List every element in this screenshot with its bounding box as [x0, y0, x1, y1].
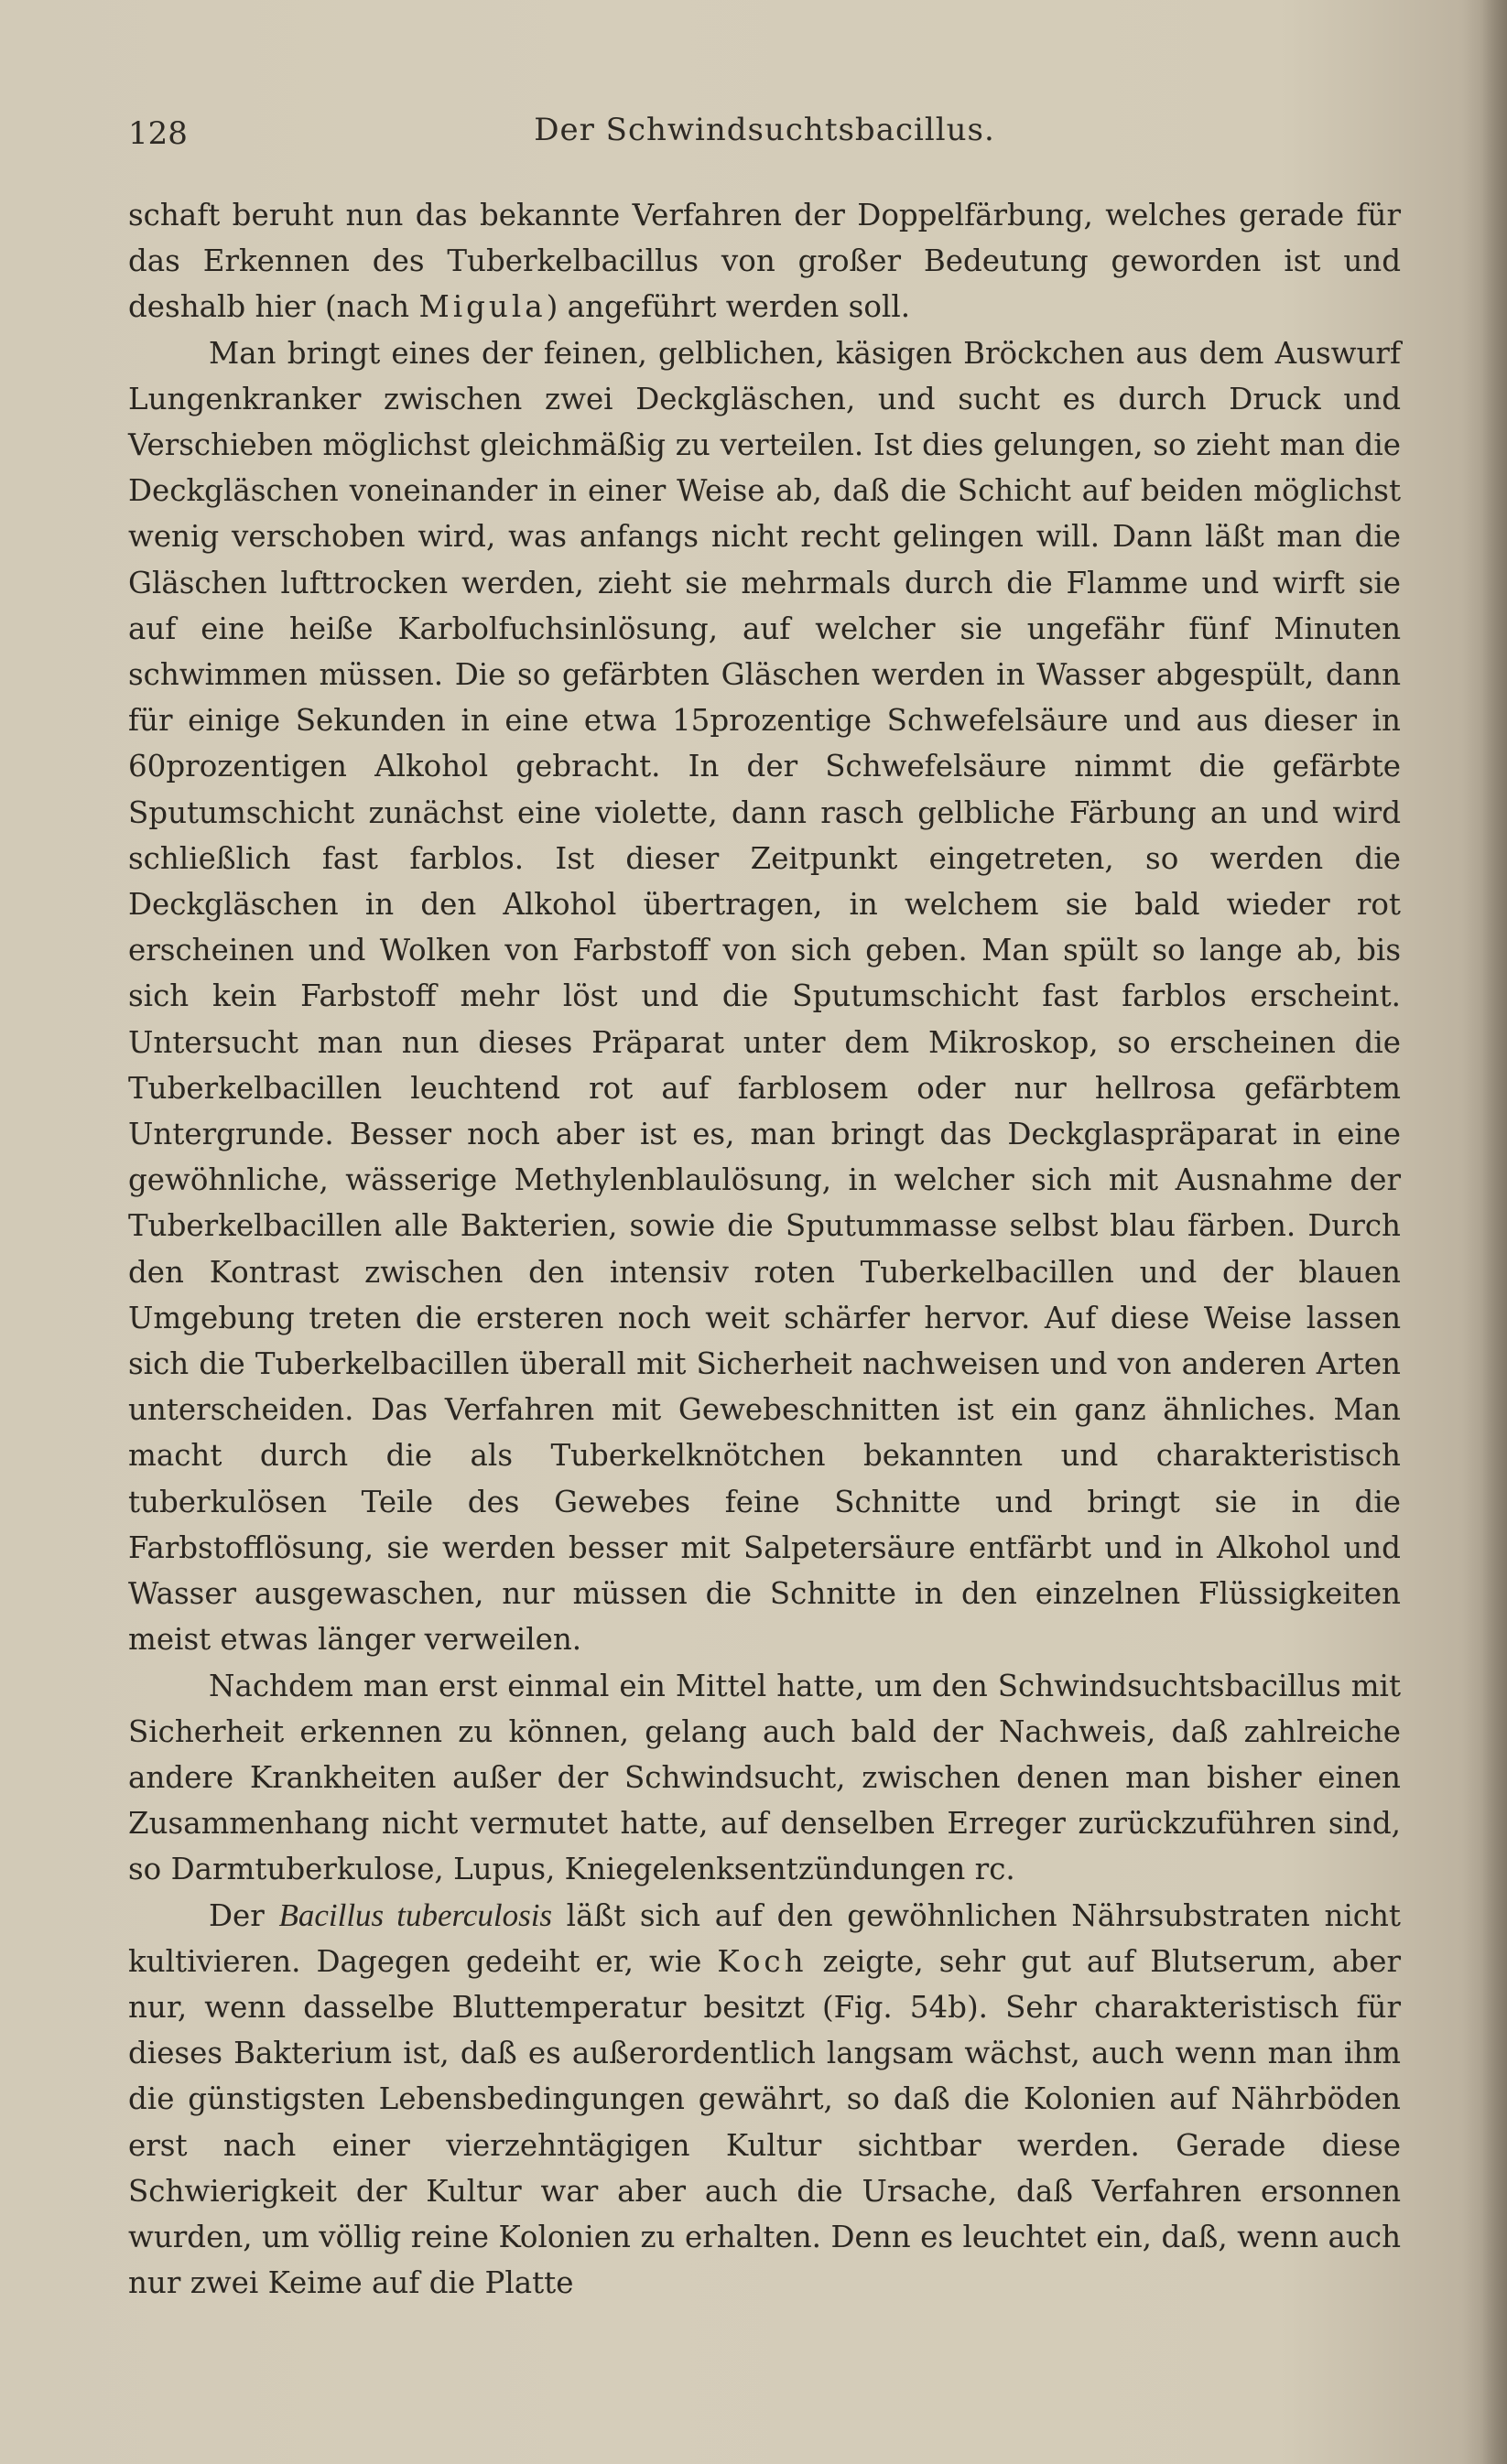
- text-segment: ) angeführt werden soll.: [546, 289, 911, 325]
- running-title: Der Schwindsuchtsbacillus.: [534, 112, 995, 148]
- text-segment: Der: [209, 1897, 279, 1933]
- text-segment: Man bringt eines der feinen, gelblichen, käsigen Bröckchen aus dem Auswurf Lungenkranker zwischen zwei Deckgläschen, und sucht es durch Druck und Verschieben möglichst gleichmäßig zu verteilen. Ist dies gelungen, so zieht man die Deckgläschen voneinander in einer Weise ab, daß die Schicht auf beiden möglichst wenig verschoben wird, was anfangs nicht recht gelingen will. Dann läßt man die Gläschen lufttrocken werden, zieht sie mehrmals durch die Flamme und wirft sie auf eine heiße Karbolfuchsinlösung, auf welcher sie ungefähr fünf Minuten schwimmen müssen. Die so gefärbten Gläschen werden in Wasser abgespült, dann für einige Sekunden in eine etwa 15prozentige Schwefelsäure und aus dieser in 60prozentigen Alkohol gebracht. In der Schwefelsäure nimmt die gefärbte Sputumschicht zunächst eine violette, dann rasch gelbliche Färbung an und wird schließlich fast farblos. Ist dieser Zeitpunkt eingetreten, so werden die Deckgläschen in den Alkohol übertragen, in welchem sie bald wieder rot erscheinen und Wolken von Farbstoff von sich geben. Man spült so lange ab, bis sich kein Farbstoff mehr löst und die Sputumschicht fast farblos erscheint. Untersucht man nun dieses Präparat unter dem Mikroskop, so erscheinen die Tuberkelbacillen leuchtend rot auf farblosem oder nur hellrosa gefärbtem Untergrunde. Besser noch aber ist es, man bringt das Deckglaspräparat in eine gewöhnliche, wässerige Methylenblaulösung, in welcher sich mit Ausnahme der Tuberkelbacillen alle Bakterien, sowie die Sputummasse selbst blau färben. Durch den Kontrast zwischen den intensiv roten Tuberkelbacillen und der blauen Umgebung treten die ersteren noch weit schärfer hervor. Auf diese Weise lassen sich die Tuberkelbacillen überall mit Sicherheit nachweisen und von anderen Arten unterscheiden. Das Verfahren mit Gewebeschnitten ist ein ganz ähnliches. Man macht durch die als Tuberkelknötchen bekannten und charakteristisch tuberkulösen Teile des Gewebes feine Schnitte und bringt sie in die Farbstofflösung, sie werden besser mit Salpetersäure entfärbt und in Alkohol und Wasser ausgewaschen, nur müssen die Schnitte in den einzelnen Flüssigkeiten meist etwas länger verweilen.: [128, 335, 1401, 1658]
- text-segment: läßt sich auf den gewöhnlichen Nährsubstraten nicht kultivieren. Dagegen gedeiht er, wie: [128, 1897, 1401, 1979]
- paragraph-staining-method: [128, 330, 1401, 1663]
- page-header: [128, 108, 1401, 163]
- page-number: 128: [128, 115, 188, 152]
- text-segment: zeigte, sehr gut auf Blutserum, aber nur, wenn dasselbe Bluttemperatur besitzt (Fig. 54b). Sehr charakteristisch für dieses Bakterium ist, daß es außerordentlich langsam wächst, auch wenn man ihm die günstigsten Lebensbedingungen gewährt, so daß die Kolonien auf Nährböden erst nach einer vierzehntägigen Kultur sichtbar werden. Gerade diese Schwierigkeit der Kultur war aber auch die Ursache, daß Verfahren ersonnen wurden, um völlig reine Kolonien zu erhalten. Denn es leuchtet ein, daß, wenn auch nur zwei Keime auf die Platte: [128, 1943, 1401, 2301]
- paragraph-continuation: [128, 192, 1401, 330]
- body-text: [128, 192, 1401, 2306]
- author-name-migula: Migula: [418, 289, 547, 325]
- page-edge-shadow: [1481, 0, 1507, 2464]
- paragraph-cultivation: [128, 1893, 1401, 2307]
- latin-species-name: Bacillus tuberculosis: [278, 1897, 553, 1933]
- paragraph-related-diseases: [128, 1663, 1401, 1893]
- text-segment: schaft beruht nun das bekannte Verfahren der Doppelfärbung, welches gerade für das Erkennen des Tuberkelbacillus von großer Bedeutung geworden ist und deshalb hier (nach: [128, 198, 1401, 325]
- text-segment: Nachdem man erst einmal ein Mittel hatte, um den Schwindsuchtsbacillus mit Sicherheit erkennen zu können, gelang auch bald der Nachweis, daß zahlreiche andere Krankheiten außer der Schwindsucht, zwischen denen man bisher einen Zusammenhang nicht vermutet hatte, auf denselben Erreger zurückzuführen sind, so Darmtuberkulose, Lupus, Kniegelenksentzündungen rc.: [128, 1668, 1401, 1887]
- author-name-koch: Koch: [717, 1943, 808, 1979]
